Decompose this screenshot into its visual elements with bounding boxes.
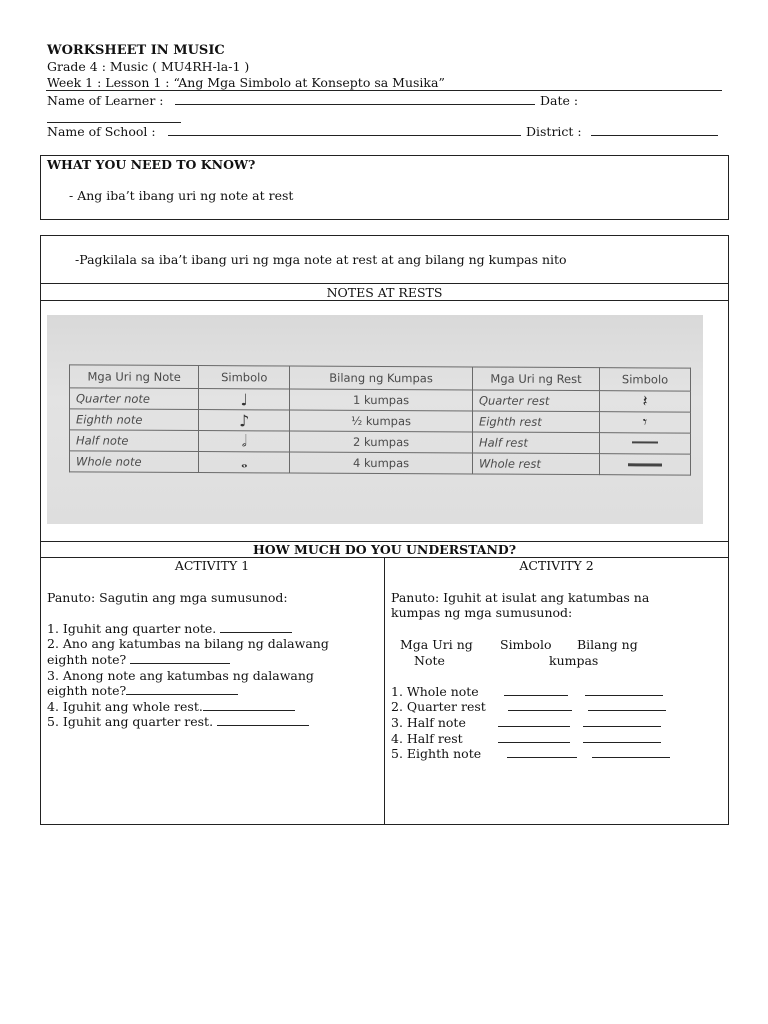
activity2-item: 3. Half note	[391, 715, 466, 730]
column-divider	[384, 557, 385, 825]
activity1-item: 2. Ano ang katumbas na bilang ng dalawang	[47, 636, 329, 651]
divider	[40, 283, 729, 284]
kumpas-blank[interactable]	[583, 731, 661, 743]
note-type-cell: Quarter note	[70, 388, 199, 410]
rest-type-cell: Eighth rest	[472, 411, 599, 433]
table-header: Mga Uri ng Note	[70, 365, 199, 389]
table-header: Simbolo	[199, 366, 290, 389]
col-header-symbol: Simbolo	[500, 637, 552, 652]
col-header-note-type: Note	[414, 653, 445, 668]
rest-type-cell: Half rest	[472, 432, 599, 454]
answer-blank[interactable]	[130, 652, 230, 664]
whole-note-icon: 𝅝	[199, 452, 290, 473]
whole-rest-icon	[600, 454, 691, 475]
symbol-blank[interactable]	[508, 699, 572, 711]
kumpas-blank[interactable]	[588, 699, 666, 711]
col-header-kumpas: Bilang ng	[577, 637, 638, 652]
answer-blank[interactable]	[203, 699, 295, 711]
half-rest-icon	[600, 433, 691, 454]
activity2-item: 2. Quarter rest	[391, 699, 486, 714]
learner-name-blank[interactable]	[175, 93, 535, 105]
know-heading: WHAT YOU NEED TO KNOW?	[47, 157, 256, 172]
activity1-item: 3. Anong note ang katumbas ng dalawang	[47, 668, 314, 683]
activity1-instruction: Panuto: Sagutin ang mga sumusunod:	[47, 590, 288, 605]
quarter-rest-icon: 𝄽	[600, 391, 691, 412]
kumpas-cell: 4 kumpas	[290, 452, 473, 474]
symbol-blank[interactable]	[498, 715, 570, 727]
know-item: - Ang iba’t ibang uri ng note at rest	[69, 188, 294, 203]
lesson-intro: -Pagkilala sa iba’t ibang uri ng mga note at rest at ang bilang ng kumpas nito	[75, 252, 567, 267]
notes-rests-table	[69, 364, 691, 475]
activity2-item: 4. Half rest	[391, 731, 463, 746]
col-header-note-type: Mga Uri ng	[400, 637, 473, 652]
table-header: Simbolo	[600, 368, 691, 391]
eighth-note-icon: ♪	[199, 410, 290, 431]
grade-line: Grade 4 : Music ( MU4RH-la-1 )	[47, 59, 250, 74]
table-row	[70, 451, 691, 475]
learner-label: Name of Learner :	[47, 93, 164, 108]
notes-rests-heading: NOTES AT RESTS	[326, 285, 443, 300]
note-type-cell: Eighth note	[70, 409, 199, 431]
activity2-item: 5. Eighth note	[391, 746, 482, 761]
half-note-icon: 𝅗𝅥	[199, 431, 290, 452]
answer-blank[interactable]	[217, 714, 309, 726]
answer-blank[interactable]	[126, 683, 238, 695]
activity2-instruction: kumpas ng mga sumusunod:	[391, 605, 573, 620]
district-blank[interactable]	[591, 124, 718, 136]
district-label: District :	[526, 124, 582, 139]
activity1-item: 5. Iguhit ang quarter rest.	[47, 714, 309, 729]
school-label: Name of School :	[47, 124, 156, 139]
rest-type-cell: Quarter rest	[472, 390, 599, 412]
symbol-blank[interactable]	[504, 684, 568, 696]
worksheet-title: WORKSHEET IN MUSIC	[47, 43, 225, 58]
kumpas-cell: 2 kumpas	[290, 431, 473, 453]
kumpas-cell: 1 kumpas	[290, 389, 473, 411]
rest-type-cell: Whole rest	[472, 453, 599, 475]
date-label: Date :	[540, 93, 579, 108]
kumpas-blank[interactable]	[583, 715, 661, 727]
week-line: Week 1 : Lesson 1 : “Ang Mga Simbolo at Konsepto sa Musika”	[47, 75, 445, 90]
symbol-blank[interactable]	[507, 746, 577, 758]
table-header: Bilang ng Kumpas	[290, 366, 473, 390]
activity1-item: 4. Iguhit ang whole rest.	[47, 699, 295, 714]
school-name-blank[interactable]	[168, 124, 521, 136]
eighth-rest-icon: 𝄾	[600, 412, 691, 433]
symbol-blank[interactable]	[498, 731, 570, 743]
quarter-note-icon: ♩	[199, 389, 290, 410]
col-header-kumpas: kumpas	[549, 653, 599, 668]
understand-heading: HOW MUCH DO YOU UNDERSTAND?	[252, 542, 517, 557]
date-blank[interactable]	[47, 111, 181, 123]
activity1-item: eighth note?	[47, 652, 230, 667]
activity2-item: 1. Whole note	[391, 684, 479, 699]
header-divider	[46, 90, 722, 91]
notes-rests-photo	[47, 315, 703, 524]
note-type-cell: Half note	[70, 430, 199, 452]
answer-blank[interactable]	[220, 621, 292, 633]
note-type-cell: Whole note	[70, 451, 199, 473]
activity2-instruction: Panuto: Iguhit at isulat ang katumbas na	[391, 590, 650, 605]
activity2-title: ACTIVITY 2	[519, 558, 594, 573]
kumpas-cell: ½ kumpas	[290, 410, 473, 432]
kumpas-blank[interactable]	[592, 746, 670, 758]
activity1-item: eighth note?	[47, 683, 238, 698]
activity1-item: 1. Iguhit ang quarter note.	[47, 621, 292, 636]
activity1-title: ACTIVITY 1	[174, 558, 250, 573]
table-header: Mga Uri ng Rest	[472, 367, 599, 391]
kumpas-blank[interactable]	[585, 684, 663, 696]
divider	[40, 300, 729, 301]
